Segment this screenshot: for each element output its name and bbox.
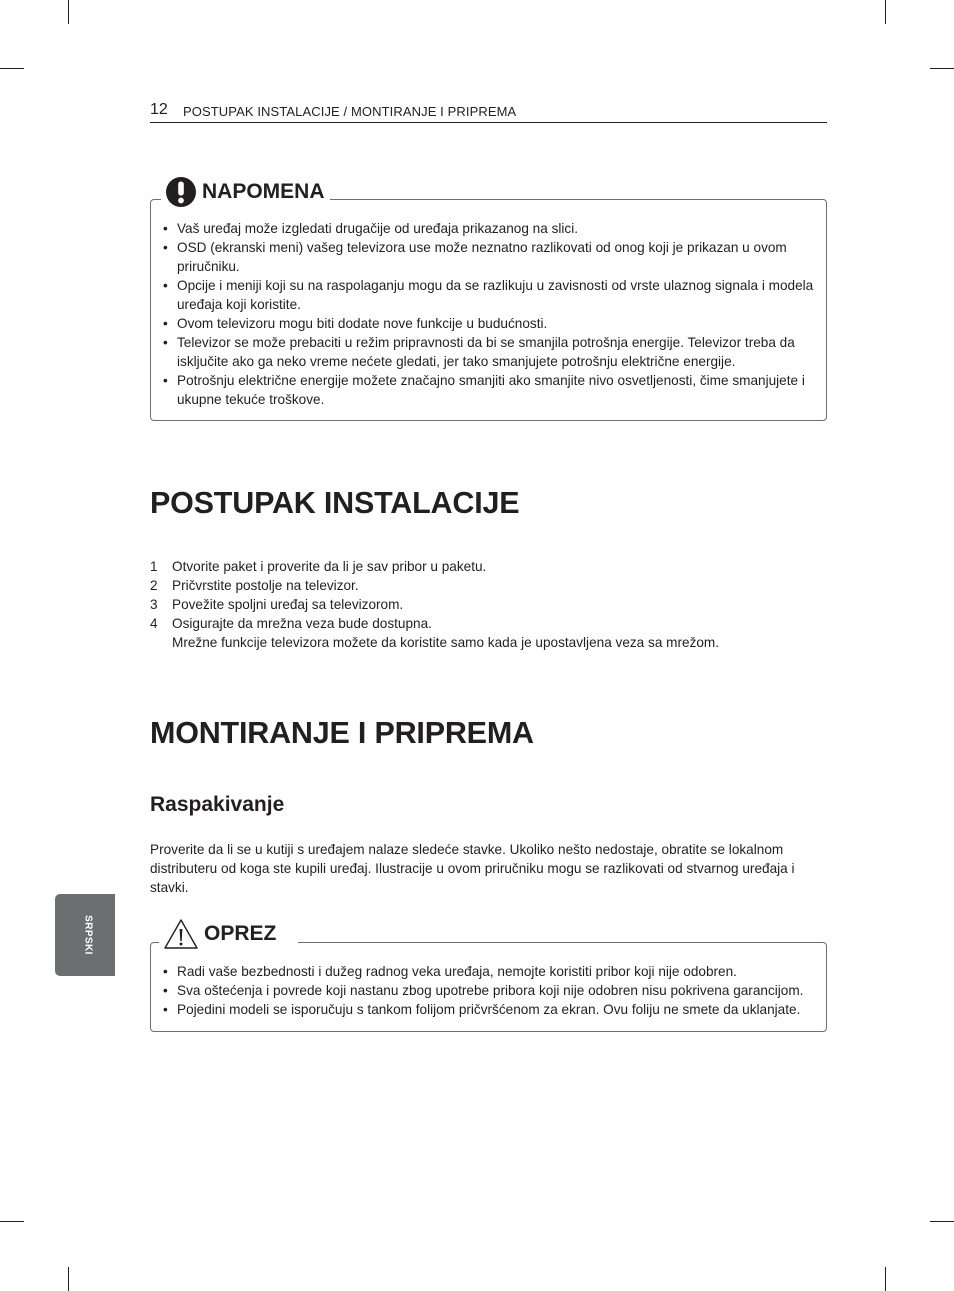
note-label: NAPOMENA <box>202 180 325 203</box>
crop-mark <box>885 1267 886 1291</box>
crop-mark <box>885 0 886 24</box>
page-number: 12 <box>150 101 168 118</box>
list-item: • Vaš uređaj može izgledati drugačije od uređaja prikazanog na slici. <box>163 219 816 238</box>
install-title: POSTUPAK INSTALACIJE <box>150 486 520 520</box>
note-box <box>150 180 827 421</box>
page-header <box>150 100 827 123</box>
step-text: Povežite spoljni uređaj sa televizorom. <box>172 597 404 612</box>
step-item <box>150 595 827 614</box>
list-item: • Sva oštećenja i povrede koji nastanu zbog upotrebe pribora koji nije odobren nisu pokrivena garancijom. <box>163 981 816 1000</box>
header-title: POSTUPAK INSTALACIJE / MONTIRANJE I PRIPREMA <box>183 104 517 119</box>
step-text: Osigurajte da mrežna veza bude dostupna. <box>172 616 432 631</box>
caution-box <box>150 922 827 1032</box>
unpacking-paragraph: Proverite da li se u kutiji s uređajem nalaze sledeće stavke. Ukoliko nešto nedostaje, obratite se lokalnom distributeru od koga ste kupili uređaj. Ilustracije u ovom priručniku mogu se razlikovati od stvarnog uređaja i stavki. <box>150 842 795 895</box>
step-item <box>150 557 827 576</box>
list-item: • Televizor se može prebaciti u režim pripravnosti da bi se smanjila potrošnja energije. Televizor treba da isključite ako ga neko vreme nećete gledati, jer tako smanjujete potrošnju električne energije. <box>163 333 816 371</box>
step-extra-text: Mrežne funkcije televizora možete da koristite samo kada je upostavljena veza sa mrežom. <box>172 635 720 650</box>
crop-mark <box>68 1267 69 1291</box>
note-heading <box>161 175 330 209</box>
note-list <box>163 219 816 409</box>
caution-list <box>163 962 816 1019</box>
exclamation-circle-icon <box>165 176 197 208</box>
step-item <box>150 576 827 595</box>
crop-mark <box>0 68 24 69</box>
list-item: • Ovom televizoru mogu biti dodate nove funkcije u budućnosti. <box>163 314 816 333</box>
step-number: 2 <box>150 578 158 593</box>
caution-label: OPREZ <box>204 922 277 945</box>
step-text: Pričvrstite postolje na televizor. <box>172 578 359 593</box>
crop-mark <box>930 68 954 69</box>
step-number: 3 <box>150 597 158 612</box>
install-steps <box>150 557 827 652</box>
step-text: Otvorite paket i proverite da li je sav pribor u paketu. <box>172 559 487 574</box>
step-number: 1 <box>150 559 158 574</box>
list-item: • Potrošnju električne energije možete značajno smanjiti ako smanjite nivo osvetljenosti, čime smanjujete i ukupne tekuće troškove. <box>163 371 816 409</box>
unpacking-subtitle: Raspakivanje <box>150 793 285 816</box>
mount-title: MONTIRANJE I PRIPREMA <box>150 716 534 750</box>
crop-mark <box>930 1221 954 1222</box>
list-item: • OSD (ekranski meni) vašeg televizora use može neznatno razlikovati od onog koji je prikazan u ovom priručniku. <box>163 238 816 276</box>
list-item: • Pojedini modeli se isporučuju s tankom folijom pričvršćenom za ekran. Ovu foliju ne smete da uklanjate. <box>163 1000 816 1019</box>
crop-mark <box>0 1221 24 1222</box>
language-tab <box>55 894 115 976</box>
step-item <box>150 614 827 652</box>
language-tab-label: SRPSKI <box>82 915 94 955</box>
crop-mark <box>68 0 69 24</box>
list-item: • Radi vaše bezbednosti i dužeg radnog veka uređaja, nemojte koristiti pribor koji nije odobren. <box>163 962 816 981</box>
list-item: • Opcije i meniji koji su na raspolaganju mogu da se razlikuju u zavisnosti od vrste ulaznog signala i modela uređaja koji koristite. <box>163 276 816 314</box>
step-number: 4 <box>150 616 158 631</box>
warning-triangle-icon <box>163 918 199 950</box>
caution-heading <box>159 916 298 952</box>
